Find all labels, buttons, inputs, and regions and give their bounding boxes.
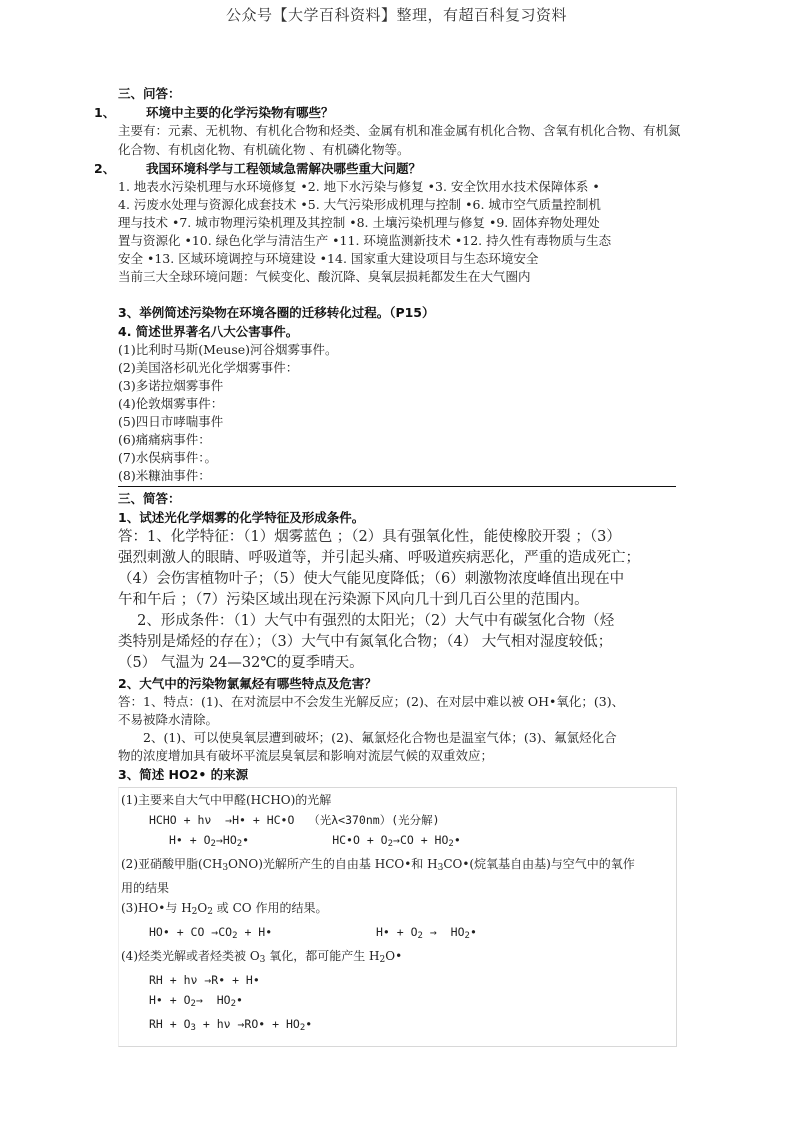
incident-item: (6)痛痛病事件： [118,432,211,447]
equation-part: H• + O [376,925,418,939]
section-title-short-answer: 三、简答： [118,491,181,506]
subscript: 2 [448,839,454,849]
incident-item: (8)米糠油事件： [118,468,211,483]
subscript: 3 [222,863,229,873]
source-item-3 [121,898,676,922]
answer-line: 不易被降水清除。 [118,712,219,727]
subscript: 3 [259,955,266,965]
text-part: O• [385,949,403,963]
equation-part: HC•O + O [332,833,388,847]
equation-part: RH + O [149,1017,191,1031]
equation-pair [121,830,676,854]
equation-part: + H• [237,925,273,939]
incident-item: (1)比利时马斯(Meuse)河谷烟雾事件。 [118,342,338,357]
subscript: 2 [190,999,196,1009]
answer-line: 午和午后 ；（7）污染区域出现在污染源下风向几十到几百公里的范围内。 [118,592,589,608]
question-number: 1、 [94,105,116,120]
equation-pair [121,922,676,946]
document-page [94,84,681,1047]
equation-part: • [242,833,250,847]
subscript: 2 [417,931,423,941]
answer-line: 答：1、特点：(1)、在对流层中不会发生光解反应；(2)、在对层中难以被 OH•氧化；(3)、 [118,694,625,709]
text-part: 氧化，都可能产生 H [265,949,380,963]
answer-line: （5） 气温为 24—32℃的夏季晴天。 [118,655,364,671]
equation-part: →HO [215,833,237,847]
question-title: 环境中主要的化学污染物有哪些？ [146,105,334,120]
subscript: 2 [464,931,470,941]
answer-line: 4. 污废水处理与资源化成套技术 •5. 大气污染形成机理与控制 •6. 城市空气质量控制机 [118,197,601,212]
section-title-qa: 三、问答： [118,86,181,101]
question-number: 2、 [94,161,116,176]
equation: HCHO + hν →H• + HC•O （光λ<370nm）(光分解) [149,813,440,827]
equation-part: • [469,925,477,939]
equation-part: → HO [195,993,231,1007]
answer-line: 2、形成条件：（1）大气中有强烈的太阳光；（2）大气中有碳氢化合物（烃 [118,613,615,629]
source-item-1: (1)主要来自大气中甲醛(HCHO)的光解 [121,793,332,807]
source-item-2-cont: 用的结果 [121,881,170,895]
equation-part: HO• + CO →CO [149,925,233,939]
ho2-sources-box [118,787,677,1047]
subscript: 2 [232,931,238,941]
short-question-3-heading: 3、简述 HO2• 的来源 [118,767,249,782]
subscript: 3 [437,863,444,873]
question-title: 我国环境科学与工程领域急需解决哪些重大问题？ [146,161,422,176]
equation: RH + hν →R• + H• [149,973,260,987]
subscript: 2 [207,907,213,917]
source-item-2 [121,854,676,878]
answer-line: 置与资源化 •10. 绿色化学与清洁生产 •11. 环境监测新技术 •12. 持久性有毒物质与生态 [118,233,612,248]
subscript: 2 [191,907,198,917]
equation-part: • [453,833,461,847]
text-part: 或 CO 作用的结果。 [212,901,328,915]
equation-part: H• + O [169,833,211,847]
text-part: (4)烃类光解或者烃类被 O [121,949,260,963]
equation-part: →CO + HO [393,833,449,847]
answer-line: 类特别是烯烃的存在）；（3）大气中有氮氧化合物；（4） 大气相对湿度较低； [118,634,613,650]
question-2-heading [94,159,678,178]
answer-line: 安全 •13. 区域环境调控与环境建设 •14. 国家重大建设项目与生态环境安全 [118,251,539,266]
equation-part: • [236,993,243,1007]
equation-part: • [305,1017,313,1031]
incident-item: (7)水俣病事件：。 [118,450,217,465]
answer-line: 物的浓度增加具有破坏平流层臭氧层和影响对流层气候的双重效应； [118,748,494,763]
question-1-answer: 主要有：元素、无机物、有机化合物和烃类、金属有机和准金属有机化合物、含氧有机化合物、有机氮化合物、有机卤化物、有机硫化物 、有机磷化物等。 [118,123,681,157]
equation-part: → HO [422,925,465,939]
short-question-2-heading: 2、大气中的污染物氯氟烃有哪些特点及危害？ [118,676,377,691]
incident-item: (3)多诺拉烟雾事件 [118,378,224,393]
question-3-heading: 3、举例简述污染物在环境各圈的迁移转化过程。（P15） [118,305,435,320]
source-item-4 [121,946,676,970]
question-4-heading: 4. 简述世界著名八大公害事件。 [118,324,299,339]
text-part: CO•(烷氧基自由基)与空气中的氧作 [443,857,635,871]
subscript: 2 [299,1023,306,1033]
incident-item: (4)伦敦烟雾事件： [118,396,224,411]
incident-item: (2)美国洛杉矶光化学烟雾事件： [118,360,299,375]
short-question-1-heading: 1、试述光化学烟雾的化学特征及形成条件。 [118,510,365,525]
text-part: (2)亚硝酸甲脂(CH [121,857,223,871]
answer-line: 1. 地表水污染机理与水环境修复 •2. 地下水污染与修复 •3. 安全饮用水技术保障体系 • [118,179,600,194]
subscript: 2 [379,955,386,965]
incident-item: (5)四日市哮喘事件 [118,414,224,429]
answer-line: （4）会伤害植物叶子；（5）使大气能见度降低；（6）刺激物浓度峰值出现在中 [118,571,625,587]
section-divider [118,486,676,487]
equation-part: + hν →RO• + HO [195,1017,300,1031]
answer-line: 2、(1)、可以使臭氧层遭到破坏；(2)、氟氯烃化合物也是温室气体；(3)、氟氯烃化合 [118,730,617,745]
subscript: 3 [190,1023,196,1033]
subscript: 2 [387,839,394,849]
page-header-banner: 公众号【大学百科资料】整理，有超百科复习资料 [225,6,567,24]
equation [121,1014,676,1038]
subscript: 2 [236,839,243,849]
question-1-heading [94,103,678,122]
equation [121,990,676,1014]
subscript: 2 [210,839,216,849]
subscript: 2 [230,999,237,1009]
text-part: ONO)光解所产生的自由基 HCO•和 H [228,857,438,871]
text-part: O [197,901,208,915]
answer-line: 理与技术 •7. 城市物理污染机理及其控制 •8. 土壤污染机理与修复 •9. 固体弃物处理处 [118,215,600,230]
equation-part: H• + O [149,993,191,1007]
global-issues-note: 当前三大全球环境问题：气候变化、酸沉降、臭氧层损耗都发生在大气圈内 [118,269,531,284]
answer-line: 答：1、化学特征：（1）烟雾蓝色 ；（2）具有强氧化性，能使橡胶开裂 ；（3） [118,529,621,545]
answer-line: 强烈刺激人的眼睛、呼吸道等，并引起头痛、呼吸道疾病恶化，严重的造成死亡； [118,550,640,566]
text-part: (3)HO•与 H [121,901,192,915]
